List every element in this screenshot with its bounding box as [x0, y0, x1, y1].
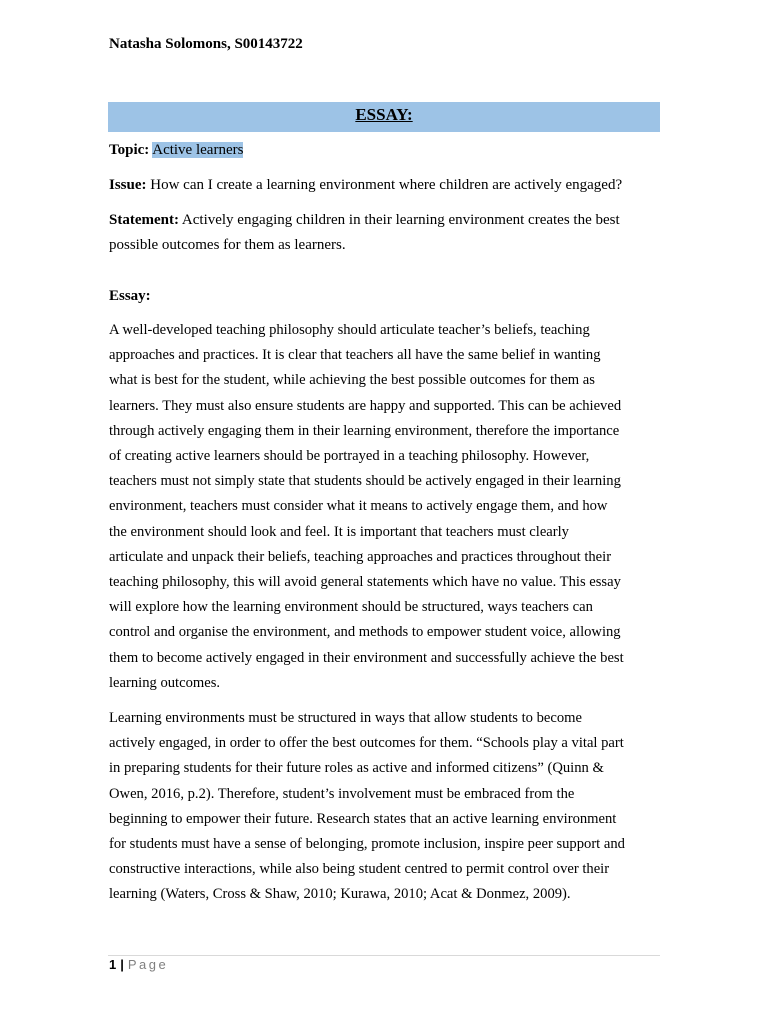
paragraph-line: control and organise the environment, and methods to empower student voice, allowing	[109, 624, 621, 641]
topic-value: Active learners	[152, 142, 244, 158]
paragraph-line: teachers must not simply state that students should be actively engaged in their learning	[109, 473, 621, 490]
page-label: Page	[127, 957, 169, 972]
paragraph-line: A well-developed teaching philosophy should articulate teacher’s beliefs, teaching	[109, 322, 590, 338]
paragraph-line: for students must have a sense of belonging, promote inclusion, inspire peer support and	[109, 836, 625, 853]
paragraph-line: through actively engaging them in their learning environment, therefore the importance	[109, 422, 620, 439]
paragraph-1	[109, 318, 669, 696]
paragraph-line: learning (Waters, Cross & Shaw, 2010; Kurawa, 2010; Acat & Donmez, 2009).	[109, 886, 571, 903]
page-header-author: Natasha Solomons, S00143722	[109, 36, 303, 52]
paragraph-line: constructive interactions, while also being student centred to permit control over their	[109, 861, 610, 878]
essay-title: ESSAY:	[355, 105, 413, 124]
paragraph-line: will explore how the learning environment should be structured, ways teachers can	[109, 599, 593, 616]
paragraph-line: of creating active learners should be portrayed in a teaching philosophy. However,	[109, 448, 590, 465]
paragraph-line: in preparing students for their future roles as active and informed citizens” (Quinn &	[109, 760, 604, 777]
paragraph-line: actively engaged, in order to offer the best outcomes for them. “Schools play a vital part	[109, 735, 624, 752]
footer-separator: |	[120, 957, 124, 972]
topic-label: Topic:	[109, 142, 150, 158]
issue-line	[109, 173, 622, 198]
statement-value-2: possible outcomes for them as learners.	[109, 237, 346, 253]
paragraph-2	[109, 706, 669, 908]
statement-value-1: Actively engaging children in their learning environment creates the best	[178, 212, 620, 228]
topic-line	[109, 138, 243, 163]
essay-heading: Essay:	[109, 288, 151, 304]
issue-label: Issue:	[109, 177, 147, 193]
paragraph-line: articulate and unpack their beliefs, teaching approaches and practices throughout their	[109, 548, 612, 565]
paragraph-line: approaches and practices. It is clear that teachers all have the same belief in wanting	[109, 347, 601, 364]
paragraph-line: what is best for the student, while achieving the best possible outcomes for them as	[109, 372, 595, 389]
paragraph-line: environment, teachers must consider what it means to actively engage them, and how	[109, 498, 608, 515]
page-footer	[109, 956, 168, 974]
paragraph-line: Learning environments must be structured in ways that allow students to become	[109, 710, 582, 726]
paragraph-line: learning outcomes.	[109, 674, 221, 691]
footer-divider	[108, 955, 660, 956]
paragraph-line: teaching philosophy, this will avoid general statements which have no value. This essay	[109, 574, 621, 591]
paragraph-line: them to become actively engaged in their environment and successfully achieve the best	[109, 649, 624, 666]
statement-label: Statement:	[109, 212, 179, 228]
issue-value: How can I create a learning environment where children are actively engaged?	[146, 177, 623, 193]
paragraph-line: Owen, 2016, p.2). Therefore, student’s involvement must be embraced from the	[109, 785, 575, 802]
paragraph-line: beginning to empower their future. Research states that an active learning environment	[109, 810, 617, 827]
essay-title-band	[108, 102, 660, 132]
statement-line-1	[109, 208, 620, 233]
paragraph-line: the environment should look and feel. It is important that teachers must clearly	[109, 523, 569, 540]
page-number: 1	[109, 957, 117, 972]
statement-line-2	[109, 233, 346, 258]
paragraph-line: learners. They must also ensure students are happy and supported. This can be achieved	[109, 397, 622, 414]
